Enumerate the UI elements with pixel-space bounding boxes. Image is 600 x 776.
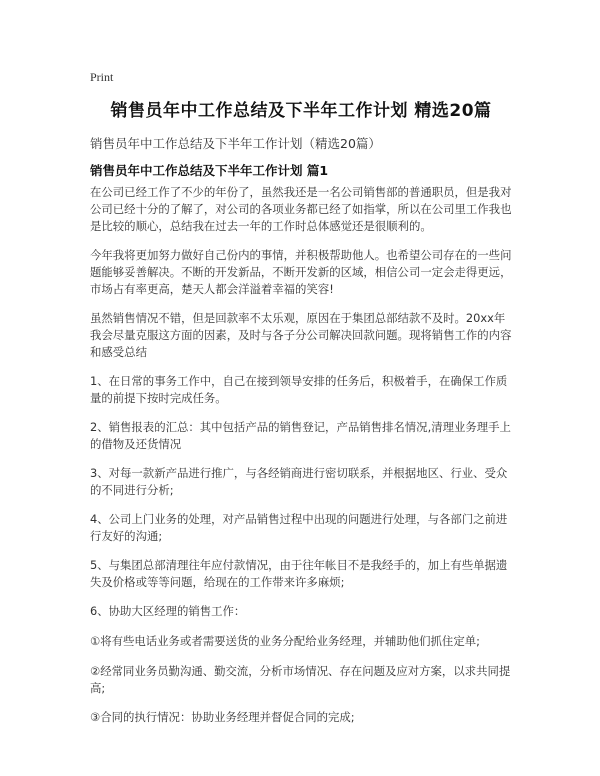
paragraph: 4、公司上门业务的处理，对产品销售过程中出现的问题进行处理，与各部门之前进行友好的沟通; [90,512,508,543]
paragraph: 虽然销售情况不错，但是回款率不太乐观，原因在于集团总部结款不及时。20xx年我会尽量克服这方面的因素，及时与各子分公司解决回款问题。现将销售工作的内容和感受总结 [90,311,512,359]
section-heading: 销售员年中工作总结及下半年工作计划 篇1 [90,163,329,178]
paragraph: 2、销售报表的汇总：其中包括产品的销售登记，产品销售排名情况,清理业务理手上的借物及还货情况 [90,420,511,451]
page-subtitle: 销售员年中工作总结及下半年工作计划（精选20篇） [90,136,381,151]
paragraph: 5、与集团总部清理往年应付款情况，由于往年帐目不是我经手的，加上有些单据遗失及价格或等等问题，给现在的工作带来许多麻烦; [90,558,508,589]
paragraph: ①将有些电话业务或者需要送货的业务分配给业务经理，并辅助他们抓住定单; [90,634,480,648]
print-link[interactable]: Print [90,70,114,84]
paragraph: 3、对每一款新产品进行推广，与各经销商进行密切联系，并根据地区、行业、受众的不同进行分析; [90,466,508,497]
paragraph: 1、在日常的事务工作中，自己在接到领导安排的任务后，积极着手，在确保工作质量的前提下按时完成任务。 [90,374,508,405]
paragraph: ②经常同业务员勤沟通、勤交流，分析市场情况、存在问题及应对方案，以求共同提高; [90,664,511,695]
page-title: 销售员年中工作总结及下半年工作计划 精选20篇 [110,101,492,121]
paragraph: 今年我将更加努力做好自己份内的事情，并积极帮助他人。也希望公司存在的一些问题能够妥善解决。不断的开发新品，不断开发新的区域，相信公司一定会走得更远，市场占有率更高，楚天人都会洋溢着幸福的笑容! [90,248,512,296]
paragraph: 6、协助大区经理的销售工作： [90,604,246,618]
paragraph: ③合同的执行情况：协助业务经理并督促合同的完成; [90,710,355,724]
document-body [90,184,514,739]
paragraph: 在公司已经工作了不少的年份了，虽然我还是一名公司销售部的普通职员，但是我对公司已经十分的了解了，对公司的各项业务都已经了如指掌，所以在公司里工作我也是比较的顺心，总结我在过去一年的工作时总体感觉还是很顺利的。 [90,185,512,233]
